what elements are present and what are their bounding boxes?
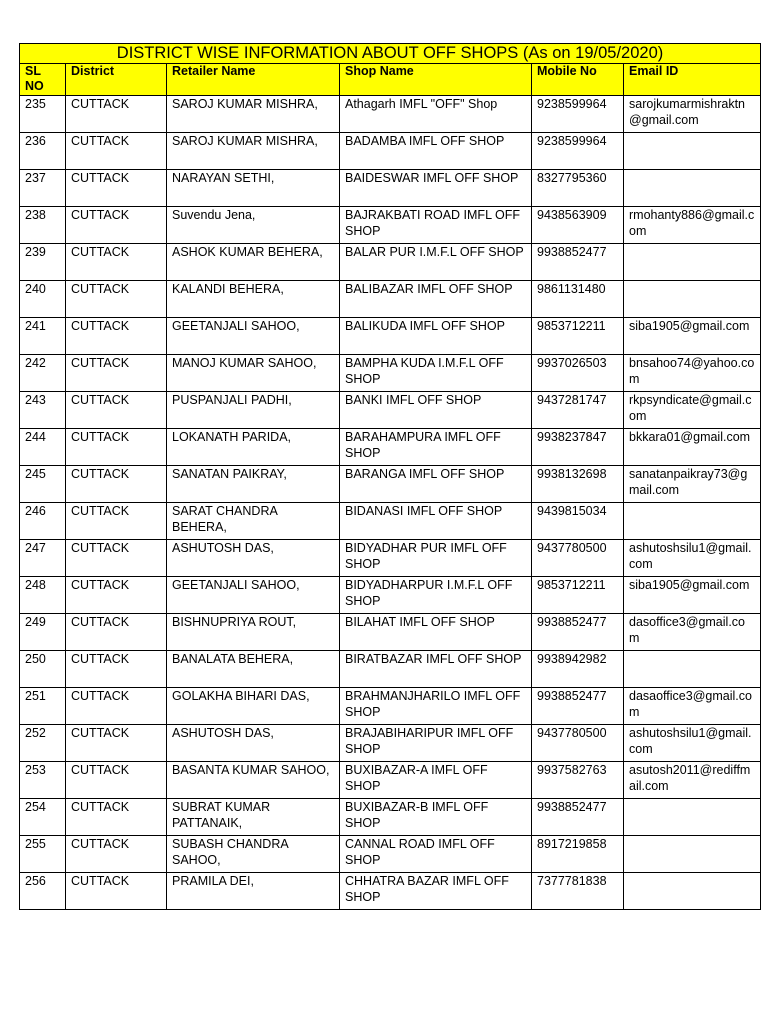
table-row: [20, 429, 761, 466]
cell-district: CUTTACK: [66, 392, 167, 429]
cell-mobile-no: 9938852477: [532, 614, 624, 651]
table-row: [20, 466, 761, 503]
cell-retailer-name: MANOJ KUMAR SAHOO,: [167, 355, 340, 392]
table-row: [20, 96, 761, 133]
table-row: [20, 614, 761, 651]
cell-retailer-name: SANATAN PAIKRAY,: [167, 466, 340, 503]
cell-retailer-name: ASHOK KUMAR BEHERA,: [167, 244, 340, 281]
table-row: [20, 281, 761, 318]
header-email-id: Email ID: [624, 64, 761, 96]
cell-shop-name: BALIBAZAR IMFL OFF SHOP: [340, 281, 532, 318]
table-body: [20, 96, 761, 910]
table-row: [20, 799, 761, 836]
cell-retailer-name: NARAYAN SETHI,: [167, 170, 340, 207]
cell-shop-name: BIRATBAZAR IMFL OFF SHOP: [340, 651, 532, 688]
cell-email-id: ashutoshsilu1@gmail.com: [624, 540, 761, 577]
cell-email-id: dasoffice3@gmail.com: [624, 614, 761, 651]
cell-email-id: bnsahoo74@yahoo.com: [624, 355, 761, 392]
cell-email-id: asutosh2011@rediffmail.com: [624, 762, 761, 799]
cell-district: CUTTACK: [66, 540, 167, 577]
cell-retailer-name: SARAT CHANDRA BEHERA,: [167, 503, 340, 540]
cell-shop-name: BADAMBA IMFL OFF SHOP: [340, 133, 532, 170]
cell-district: CUTTACK: [66, 651, 167, 688]
cell-retailer-name: PUSPANJALI PADHI,: [167, 392, 340, 429]
cell-mobile-no: 7377781838: [532, 873, 624, 910]
cell-district: CUTTACK: [66, 318, 167, 355]
cell-district: CUTTACK: [66, 170, 167, 207]
header-mobile-no: Mobile No: [532, 64, 624, 96]
table-row: [20, 318, 761, 355]
header-retailer-name: Retailer Name: [167, 64, 340, 96]
cell-mobile-no: 9238599964: [532, 133, 624, 170]
cell-sl-no: 240: [20, 281, 66, 318]
header-row: [20, 64, 761, 96]
document-title: DISTRICT WISE INFORMATION ABOUT OFF SHOPS (As on 19/05/2020): [20, 44, 761, 64]
cell-district: CUTTACK: [66, 503, 167, 540]
cell-sl-no: 239: [20, 244, 66, 281]
cell-mobile-no: 9439815034: [532, 503, 624, 540]
cell-mobile-no: 9853712211: [532, 318, 624, 355]
cell-email-id: siba1905@gmail.com: [624, 577, 761, 614]
cell-shop-name: BUXIBAZAR-B IMFL OFF SHOP: [340, 799, 532, 836]
cell-retailer-name: BASANTA KUMAR SAHOO,: [167, 762, 340, 799]
cell-retailer-name: SAROJ KUMAR MISHRA,: [167, 96, 340, 133]
cell-shop-name: BRAHMANJHARILO IMFL OFF SHOP: [340, 688, 532, 725]
cell-sl-no: 247: [20, 540, 66, 577]
cell-retailer-name: GEETANJALI SAHOO,: [167, 577, 340, 614]
table-row: [20, 651, 761, 688]
cell-retailer-name: KALANDI BEHERA,: [167, 281, 340, 318]
cell-mobile-no: 9861131480: [532, 281, 624, 318]
cell-shop-name: BANKI IMFL OFF SHOP: [340, 392, 532, 429]
cell-email-id: dasaoffice3@gmail.com: [624, 688, 761, 725]
cell-retailer-name: SAROJ KUMAR MISHRA,: [167, 133, 340, 170]
cell-retailer-name: BISHNUPRIYA ROUT,: [167, 614, 340, 651]
cell-district: CUTTACK: [66, 799, 167, 836]
cell-sl-no: 251: [20, 688, 66, 725]
cell-district: CUTTACK: [66, 133, 167, 170]
cell-mobile-no: 9938132698: [532, 466, 624, 503]
cell-sl-no: 237: [20, 170, 66, 207]
cell-sl-no: 243: [20, 392, 66, 429]
cell-email-id: rmohanty886@gmail.com: [624, 207, 761, 244]
cell-email-id: [624, 651, 761, 688]
cell-district: CUTTACK: [66, 725, 167, 762]
table-row: [20, 244, 761, 281]
cell-district: CUTTACK: [66, 688, 167, 725]
cell-shop-name: BARANGA IMFL OFF SHOP: [340, 466, 532, 503]
cell-district: CUTTACK: [66, 614, 167, 651]
table-row: [20, 133, 761, 170]
cell-retailer-name: SUBRAT KUMAR PATTANAIK,: [167, 799, 340, 836]
cell-email-id: sanatanpaikray73@gmail.com: [624, 466, 761, 503]
cell-sl-no: 244: [20, 429, 66, 466]
cell-shop-name: BIDYADHARPUR I.M.F.L OFF SHOP: [340, 577, 532, 614]
cell-retailer-name: GOLAKHA BIHARI DAS,: [167, 688, 340, 725]
cell-email-id: [624, 133, 761, 170]
cell-district: CUTTACK: [66, 96, 167, 133]
cell-mobile-no: 9938852477: [532, 688, 624, 725]
cell-email-id: bkkara01@gmail.com: [624, 429, 761, 466]
cell-shop-name: BILAHAT IMFL OFF SHOP: [340, 614, 532, 651]
cell-retailer-name: Suvendu Jena,: [167, 207, 340, 244]
table-row: [20, 355, 761, 392]
cell-district: CUTTACK: [66, 355, 167, 392]
cell-retailer-name: ASHUTOSH DAS,: [167, 540, 340, 577]
table-row: [20, 392, 761, 429]
cell-email-id: [624, 799, 761, 836]
table-row: [20, 762, 761, 799]
cell-shop-name: BAJRAKBATI ROAD IMFL OFF SHOP: [340, 207, 532, 244]
cell-mobile-no: 9238599964: [532, 96, 624, 133]
cell-sl-no: 241: [20, 318, 66, 355]
cell-shop-name: CANNAL ROAD IMFL OFF SHOP: [340, 836, 532, 873]
cell-sl-no: 249: [20, 614, 66, 651]
header-district: District: [66, 64, 167, 96]
cell-shop-name: BAIDESWAR IMFL OFF SHOP: [340, 170, 532, 207]
cell-district: CUTTACK: [66, 836, 167, 873]
table-row: [20, 503, 761, 540]
cell-district: CUTTACK: [66, 244, 167, 281]
cell-shop-name: BUXIBAZAR-A IMFL OFF SHOP: [340, 762, 532, 799]
cell-district: CUTTACK: [66, 466, 167, 503]
cell-mobile-no: 9437780500: [532, 540, 624, 577]
cell-sl-no: 246: [20, 503, 66, 540]
cell-sl-no: 238: [20, 207, 66, 244]
cell-sl-no: 254: [20, 799, 66, 836]
cell-shop-name: BARAHAMPURA IMFL OFF SHOP: [340, 429, 532, 466]
cell-sl-no: 235: [20, 96, 66, 133]
cell-shop-name: CHHATRA BAZAR IMFL OFF SHOP: [340, 873, 532, 910]
cell-mobile-no: 9938852477: [532, 244, 624, 281]
cell-email-id: rkpsyndicate@gmail.com: [624, 392, 761, 429]
cell-district: CUTTACK: [66, 873, 167, 910]
cell-shop-name: BIDYADHAR PUR IMFL OFF SHOP: [340, 540, 532, 577]
cell-mobile-no: 9437780500: [532, 725, 624, 762]
cell-retailer-name: LOKANATH PARIDA,: [167, 429, 340, 466]
table-row: [20, 170, 761, 207]
cell-mobile-no: 9853712211: [532, 577, 624, 614]
table-row: [20, 577, 761, 614]
cell-mobile-no: 9937582763: [532, 762, 624, 799]
table-row: [20, 688, 761, 725]
cell-email-id: [624, 836, 761, 873]
table-row: [20, 725, 761, 762]
cell-email-id: [624, 873, 761, 910]
cell-sl-no: 252: [20, 725, 66, 762]
cell-shop-name: BIDANASI IMFL OFF SHOP: [340, 503, 532, 540]
header-shop-name: Shop Name: [340, 64, 532, 96]
cell-sl-no: 236: [20, 133, 66, 170]
cell-district: CUTTACK: [66, 762, 167, 799]
cell-sl-no: 248: [20, 577, 66, 614]
table-row: [20, 873, 761, 910]
cell-sl-no: 256: [20, 873, 66, 910]
cell-sl-no: 255: [20, 836, 66, 873]
cell-district: CUTTACK: [66, 281, 167, 318]
cell-shop-name: BAMPHA KUDA I.M.F.L OFF SHOP: [340, 355, 532, 392]
cell-email-id: [624, 244, 761, 281]
cell-retailer-name: ASHUTOSH DAS,: [167, 725, 340, 762]
cell-shop-name: Athagarh IMFL "OFF" Shop: [340, 96, 532, 133]
cell-sl-no: 253: [20, 762, 66, 799]
cell-mobile-no: 9938942982: [532, 651, 624, 688]
cell-district: CUTTACK: [66, 577, 167, 614]
cell-mobile-no: 9938852477: [532, 799, 624, 836]
offshop-table: [19, 43, 761, 910]
cell-sl-no: 250: [20, 651, 66, 688]
cell-retailer-name: PRAMILA DEI,: [167, 873, 340, 910]
cell-mobile-no: 9937026503: [532, 355, 624, 392]
cell-sl-no: 242: [20, 355, 66, 392]
cell-email-id: [624, 170, 761, 207]
cell-email-id: [624, 281, 761, 318]
cell-retailer-name: BANALATA BEHERA,: [167, 651, 340, 688]
cell-shop-name: BRAJABIHARIPUR IMFL OFF SHOP: [340, 725, 532, 762]
cell-mobile-no: 9437281747: [532, 392, 624, 429]
cell-email-id: sarojkumarmishraktn@gmail.com: [624, 96, 761, 133]
cell-district: CUTTACK: [66, 429, 167, 466]
cell-mobile-no: 9938237847: [532, 429, 624, 466]
table-row: [20, 540, 761, 577]
header-sl-no: SL NO: [20, 64, 66, 96]
cell-retailer-name: SUBASH CHANDRA SAHOO,: [167, 836, 340, 873]
cell-shop-name: BALAR PUR I.M.F.L OFF SHOP: [340, 244, 532, 281]
cell-mobile-no: 8327795360: [532, 170, 624, 207]
cell-mobile-no: 9438563909: [532, 207, 624, 244]
cell-sl-no: 245: [20, 466, 66, 503]
cell-mobile-no: 8917219858: [532, 836, 624, 873]
cell-email-id: siba1905@gmail.com: [624, 318, 761, 355]
title-row: [20, 44, 761, 64]
cell-email-id: ashutoshsilu1@gmail.com: [624, 725, 761, 762]
table-row: [20, 836, 761, 873]
cell-shop-name: BALIKUDA IMFL OFF SHOP: [340, 318, 532, 355]
cell-email-id: [624, 503, 761, 540]
cell-district: CUTTACK: [66, 207, 167, 244]
cell-retailer-name: GEETANJALI SAHOO,: [167, 318, 340, 355]
table-row: [20, 207, 761, 244]
